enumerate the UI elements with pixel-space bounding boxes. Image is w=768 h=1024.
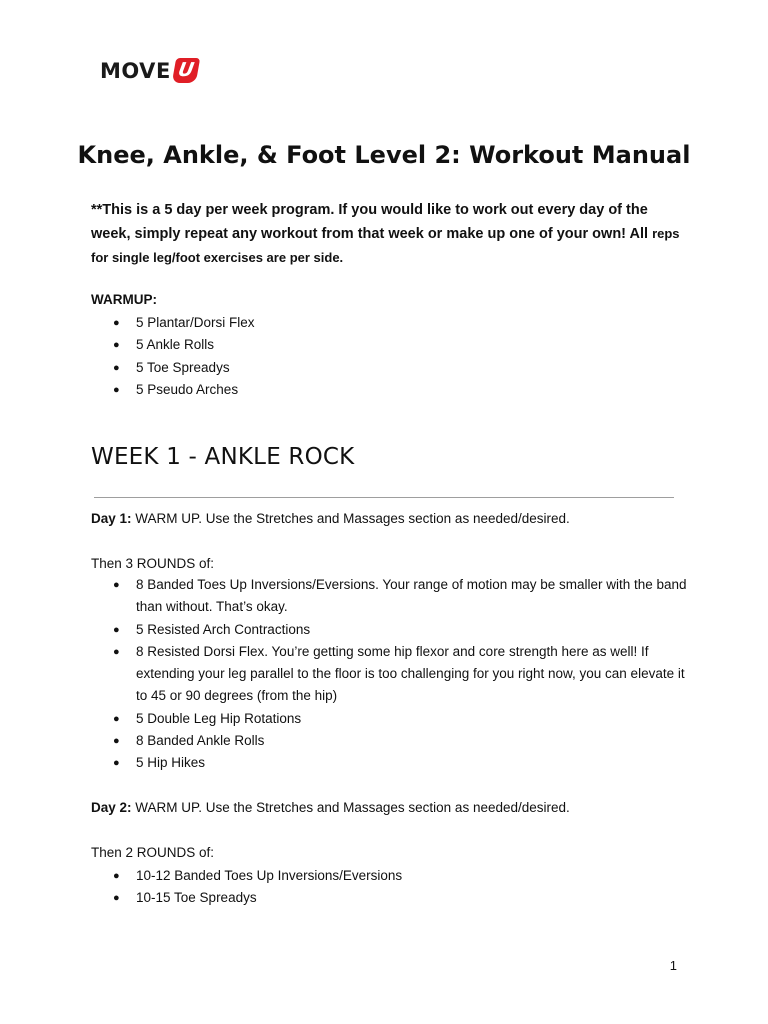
list-item: ● 10-15 Toe Spreadys: [91, 887, 691, 909]
day1-text: WARM UP. Use the Stretches and Massages section as needed/desired.: [135, 511, 570, 526]
list-item: ● 5 Double Leg Hip Rotations: [91, 708, 691, 730]
list-item: ● 5 Hip Hikes: [91, 752, 691, 774]
list-item: ● 8 Resisted Dorsi Flex. You’re getting some hip flexor and core strength here as well! If extending your leg parallel to the floor is too challenging for you right now, you can elevate it to 45 or 90 degrees (from the hip): [91, 641, 691, 708]
list-item: ● 8 Banded Toes Up Inversions/Eversions. Your range of motion may be smaller with the band than without. That’s okay.: [91, 574, 691, 619]
logo-wordmark: MOVE: [100, 58, 171, 83]
intro-tail: reps for single leg/foot exercises are per side.: [91, 226, 680, 265]
day2-line: [91, 798, 570, 818]
day1-rounds: Then 3 ROUNDS of:: [91, 556, 215, 571]
moveu-logo: [100, 58, 198, 83]
page-number: 1: [669, 958, 677, 973]
day2-text: WARM UP. Use the Stretches and Massages section as needed/desired.: [135, 800, 570, 815]
day1-list: [91, 574, 691, 775]
list-item: ● 5 Plantar/Dorsi Flex: [91, 312, 691, 334]
list-item: ● 10-12 Banded Toes Up Inversions/Eversions: [91, 865, 691, 887]
day2-rounds: Then 2 ROUNDS of:: [91, 845, 215, 860]
list-item: ● 5 Toe Spreadys: [91, 357, 691, 379]
week-heading: WEEK 1 - ANKLE ROCK: [91, 444, 355, 470]
list-item: ● 8 Banded Ankle Rolls: [91, 730, 691, 752]
section-divider: [94, 497, 674, 498]
intro-note: [91, 198, 691, 270]
list-item: ● 5 Resisted Arch Contractions: [91, 619, 691, 641]
list-item: ● 5 Ankle Rolls: [91, 334, 691, 356]
page-title: Knee, Ankle, & Foot Level 2: Workout Manual: [77, 141, 691, 169]
intro-main: **This is a 5 day per week program. If you would like to work out every day of the week, simply repeat any workout from that week or make up one of your own! All: [91, 202, 649, 242]
warmup-list: [91, 312, 691, 401]
logo-u-badge: U: [172, 58, 200, 83]
day2-label: Day 2:: [91, 800, 132, 815]
day1-label: Day 1:: [91, 511, 132, 526]
list-item: ● 5 Pseudo Arches: [91, 379, 691, 401]
day1-line: [91, 509, 570, 529]
day2-list: [91, 865, 691, 910]
warmup-label: WARMUP:: [91, 292, 157, 307]
